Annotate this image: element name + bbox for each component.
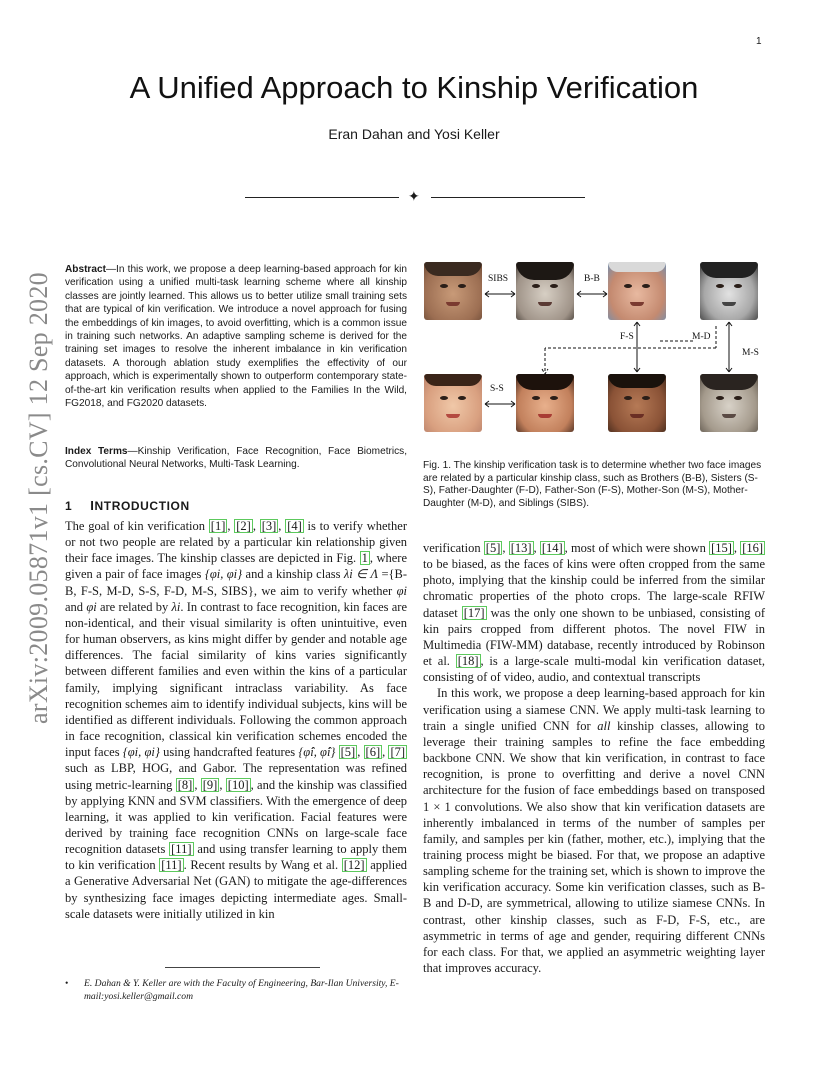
emphasis-all: all <box>597 718 611 733</box>
double-arrow-icon <box>484 290 516 298</box>
face-image-sibs-b <box>516 262 574 320</box>
citation-link[interactable]: [3] <box>261 519 277 533</box>
math-phi: φi <box>396 583 407 598</box>
citation-link[interactable]: [2] <box>236 519 251 533</box>
intro-sep: , <box>227 519 235 533</box>
relation-label-md: M-D <box>692 332 711 342</box>
arxiv-stamp-text: arXiv:2009.05871v1 [cs.CV] 12 Sep 2020 <box>24 272 53 724</box>
citation-link[interactable]: [14] <box>541 541 563 555</box>
right-paragraph-2 <box>423 685 765 976</box>
divider-line-left <box>245 197 399 198</box>
face-image-bb-b <box>700 262 758 320</box>
citation-link[interactable]: [7] <box>390 745 406 760</box>
intro-text: and using transfer learning to apply them to kin verification <box>65 842 408 873</box>
relation-label-ms: M-S <box>742 348 759 358</box>
body-text: was the only one shown to be unbiased, consisting of kin pairs cropped from different photos. The novel FIW in Multimedia (FIW-MM) database, recently introduced by Robinson et al. <box>423 605 765 669</box>
intro-text: ={B-B, F-S, M-D, S-S, F-D, M-S, SIBS}, we aim to verify whether <box>65 567 407 598</box>
citation-link[interactable]: [16] <box>742 541 764 555</box>
citation-link[interactable]: [5] <box>485 541 501 555</box>
intro-text: , where given a pair of face images <box>65 551 407 582</box>
body-text: convolutions. We also show that kin verification datasets are inherently imbalanced in terms of the number of samples per family, and samples per kin (father, mother, etc.), implying that the training process might be biased. For that, we propose an adaptive sampling scheme for the training set, which is shown to improve the kin verification accuracy. Some kin verification classes, such as B-B and D-D, are symmetrical, allowing to utilize siamese CNNs. In contrast, other kinship classes, such as F-D, F-S, etc., are asymmetric in terms of age and gender, requiring different CNNs for each class. For that, we applied an asymmetric weighting layer that improves accuracy. <box>423 799 765 976</box>
citation-link[interactable]: [10] <box>227 777 249 792</box>
footnote-rule <box>165 967 320 968</box>
section-title-rest: NTRODUCTION <box>94 499 190 513</box>
body-text: kinship classes, allowing to leverage their training samples to refine the face embedding backbone CNN. We show that kin verification, in contrast to face recognition, is prone to overfitting and derive a novel CNN architecture for the fusion of face embeddings based on transposed <box>423 718 765 798</box>
intro-sep: , <box>357 745 364 760</box>
citation-link[interactable]: [12] <box>343 858 365 873</box>
abstract <box>65 263 407 410</box>
citation-link[interactable]: [17] <box>463 605 485 620</box>
section-heading <box>65 498 407 513</box>
right-paragraph-1 <box>423 540 765 685</box>
footnote <box>65 978 407 1003</box>
intro-sep: , <box>278 519 286 533</box>
paper-title: A Unified Approach to Kinship Verification <box>129 70 699 105</box>
face-image-fs-son <box>608 374 666 432</box>
intro-sep: , <box>219 777 226 792</box>
intro-text: using handcrafted features <box>159 745 299 760</box>
footnote-text: E. Dahan & Y. Keller are with the Faculty of Engineering, Bar-Ilan University, E-mail:yosi.keller@gmail.com <box>84 978 399 1002</box>
title-divider <box>245 189 585 205</box>
math-face-pair: {φi, φi} <box>122 745 160 760</box>
math-lambda-set: λi ∈ Λ <box>343 567 379 582</box>
intro-text: , and the kinship was classified by applying KNN and SVM classifiers. With the emergence of deep learning, it was applied to kin verification. Facial features were derived by training face recognition CNNs on large-scale face recognition datasets <box>65 777 408 857</box>
body-sep: , <box>533 541 540 555</box>
kinship-figure <box>420 260 765 456</box>
index-terms-text: —Kinship Verification, Face Recognition, Face Biometrics, Convolutional Neural Networks, Multi-Task Learning. <box>65 446 407 471</box>
face-image-sibs-a <box>424 262 482 320</box>
divider-line-right <box>431 197 585 198</box>
body-text: In this work, we propose a deep learning-based approach for kin verification using a siamese CNN. We apply multi-task learning to train a single unified CNN for <box>423 686 765 733</box>
right-column-text <box>423 540 765 976</box>
index-terms <box>65 445 407 472</box>
relation-label-sibs: SIBS <box>488 274 509 284</box>
body-text: , is a large-scale multi-modal kin verification dataset, consisting of of video, audio, and contextual transcripts <box>423 654 766 685</box>
citation-link[interactable]: [9] <box>202 777 218 792</box>
citation-link[interactable]: [11] <box>171 842 192 857</box>
face-image-ms-son <box>700 374 758 432</box>
intro-text: is to verify whether or not two people are related by a particular kin relationship given their face images. The kinship classes are depicted in Fig. <box>65 519 407 566</box>
paper-authors: Eran Dahan and Yosi Keller <box>328 126 500 142</box>
body-text: verification <box>423 541 484 555</box>
face-image-bb-a <box>608 262 666 320</box>
relation-label-ss: S-S <box>490 384 504 394</box>
intro-text: are related by <box>96 599 172 614</box>
double-arrow-icon <box>576 290 608 298</box>
body-text: , most of which were shown <box>564 541 710 555</box>
figure-reference-link[interactable]: 1 <box>361 551 368 566</box>
double-arrow-icon <box>484 400 516 408</box>
section-first-letter: I <box>90 498 95 513</box>
abstract-text: —In this work, we propose a deep learning-based approach for kin verification using a unified multi-task learning scheme where all kinship classes are jointly learned. This allows us to better utilize small training sets that are typical of kin verification. We introduce a novel approach for fusing the embeddings of kin images, to avoid overfitting, which is a common issue in training such networks. An adaptive sampling scheme is derived for the training set images to resolve the inherent imbalance in kin verification datasets. A thorough ablation study exemplifies the effectivity of our approach, which is experimentally shown to outperform contemporary state-of-the-art kin verification results when applied to the Families In the Wild, FG2018, and FG2020 datasets. <box>65 264 407 410</box>
intro-paragraph <box>65 518 407 922</box>
figure-caption: Fig. 1. The kinship verification task is to determine whether two face images are related by a particular kinship class, such as Brothers (B-B), Sisters (S-S), Father-Daughter (F-D), Father-Son (F-S), Mother-Son (M-S), Mother-Daughter (M-D), and Siblings (SIBS). <box>423 460 762 509</box>
intro-text: and <box>65 599 87 614</box>
face-image-ss-a <box>424 374 482 432</box>
citation-link[interactable]: [11] <box>161 858 182 873</box>
intro-text: and a kinship class <box>242 567 344 582</box>
intro-sep: , <box>194 777 201 792</box>
abstract-lead: Abstract <box>65 264 106 275</box>
citation-link[interactable]: [18] <box>457 654 479 669</box>
intro-sep: , <box>382 745 389 760</box>
citation-link[interactable]: [1] <box>210 519 226 533</box>
intro-text: applied a Generative Adversarial Net (GAN) to mitigate the age-differences by synthesizing face images depicting intermediate ages. Small-scale datasets were initially utilized in kin <box>65 858 407 921</box>
intro-text: such as LBP, HOG, and Gabor. The representation was refined using metric-learning <box>65 761 407 792</box>
citation-link[interactable]: [6] <box>365 745 381 760</box>
divider-star-icon: ✦ <box>408 189 420 205</box>
math-lambda: λi <box>171 599 181 614</box>
citation-link[interactable]: [8] <box>177 777 193 792</box>
relation-label-fs: F-S <box>620 332 634 342</box>
intro-text: . In contrast to face recognition, kin faces are non-identical, and their visual similarity is often unintuitive, even for human observers, as kins might differ by gender and notable age differences. The facial similarity of kins varies significantly between different families and even within the kins of a particular family, implying significant intraclass variability. As face recognition schemes aim to identify individual subjects, kins will be identified as different individuals. Following the common approach in face recognition, classical kin verification schemes encoded the input faces <box>65 599 407 760</box>
math-conv-size: 1 × 1 <box>423 799 451 814</box>
math-varphi: φi <box>86 599 97 614</box>
body-text: to be biased, as the faces of kins were often cropped from the same photo, implying that the kinship could be inferred from the similar chromatic properties of the photo crops. The large-scale RFIW dataset <box>423 557 765 620</box>
section-number: 1 <box>65 499 73 513</box>
intro-sep: , <box>252 519 260 533</box>
body-sep: , <box>733 541 741 555</box>
index-terms-lead: Index Terms <box>65 446 128 457</box>
dashed-connector <box>540 326 740 381</box>
citation-link[interactable]: [13] <box>510 541 532 555</box>
arxiv-stamp <box>22 272 56 724</box>
citation-link[interactable]: [15] <box>711 541 732 555</box>
footnote-bullet: • <box>65 978 69 989</box>
citation-link[interactable]: [4] <box>287 519 302 533</box>
math-face-pair: {φi, φi} <box>204 567 243 582</box>
citation-link[interactable]: [5] <box>340 745 356 760</box>
face-image-ss-b <box>516 374 574 432</box>
intro-text: The goal of kin verification <box>65 519 209 533</box>
page-number: 1 <box>756 36 762 47</box>
body-sep: , <box>502 541 509 555</box>
intro-text: . Recent results by Wang et al. <box>183 858 342 873</box>
math-features: {φ̂i, φ̂i} <box>298 745 336 760</box>
relation-label-bb: B-B <box>584 274 600 284</box>
